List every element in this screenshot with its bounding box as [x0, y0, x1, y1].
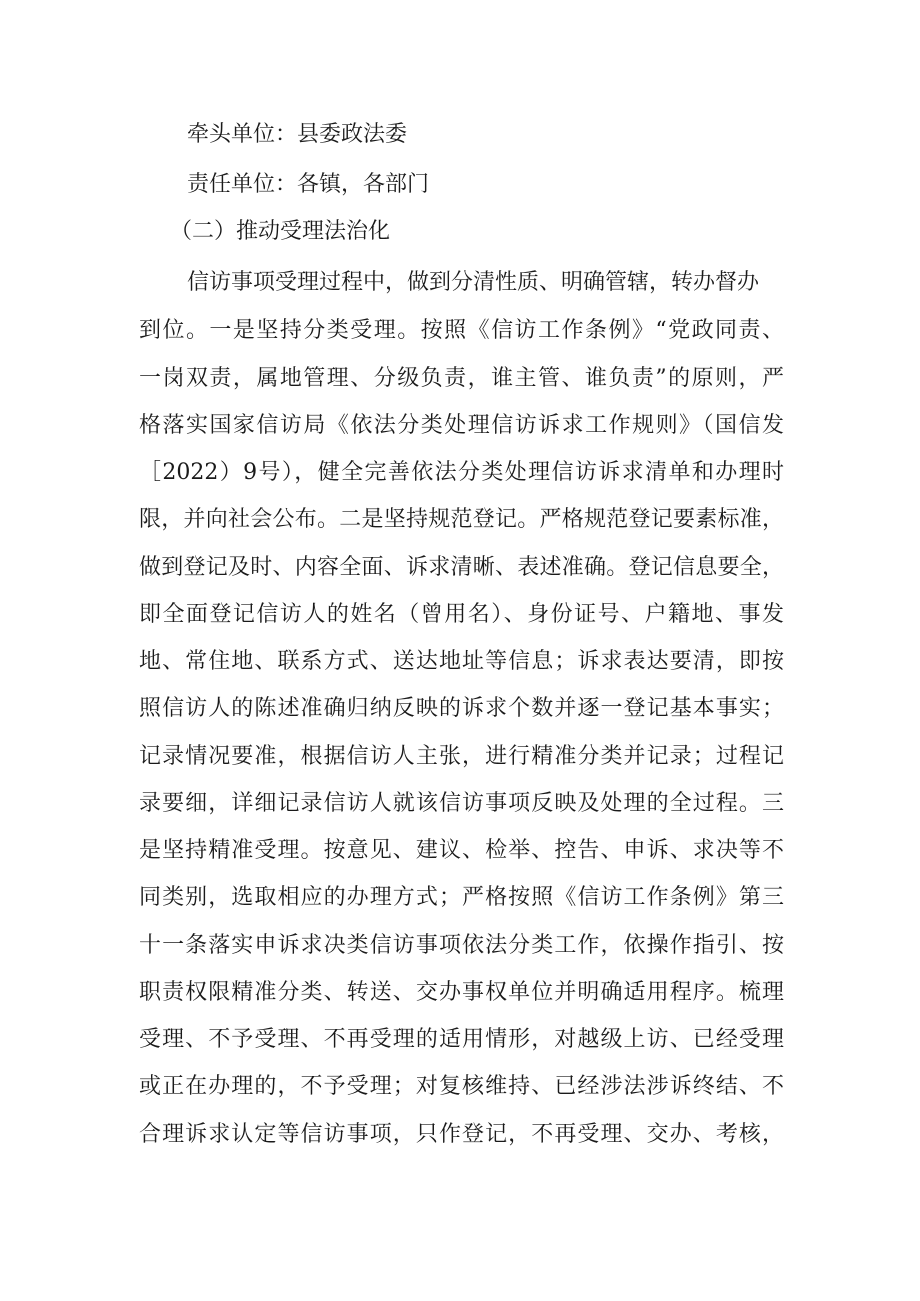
section-heading: （二）推动受理法治化	[170, 219, 391, 244]
paragraph-line: 限，并向社会公布。二是坚持规范登记。严格规范登记要素标准，	[139, 507, 784, 532]
responsible-unit-line: 责任单位：各镇，各部门	[187, 172, 430, 197]
paragraph-line: 到位。一是坚持分类受理。按照《信访工作条例》“党政同责、	[139, 318, 784, 343]
paragraph-line: ［2022）9号），健全完善依法分类处理信访诉求清单和办理时	[139, 460, 784, 485]
paragraph-line: 信访事项受理过程中，做到分清性质、明确管辖，转办督办	[187, 270, 760, 295]
paragraph-line: 地、常住地、联系方式、送达地址等信息；诉求表达要清，即按	[139, 649, 784, 674]
paragraph-line: 或正在办理的，不予受理；对复核维持、已经涉法涉诉终结、不	[139, 1074, 784, 1099]
paragraph-line: 职责权限精准分类、转送、交办事权单位并明确适用程序。梳理	[139, 980, 784, 1005]
paragraph-line: 录要细，详细记录信访人就该信访事项反映及处理的全过程。三	[139, 791, 784, 816]
paragraph-line: 记录情况要准，根据信访人主张，进行精准分类并记录；过程记	[139, 744, 784, 769]
paragraph-line: 一岗双责，属地管理、分级负责，谁主管、谁负责”的原则，严	[139, 366, 784, 391]
paragraph-line: 同类别，选取相应的办理方式；严格按照《信访工作条例》第三	[139, 885, 784, 910]
paragraph-line: 照信访人的陈述准确归纳反映的诉求个数并逐一登记基本事实；	[139, 696, 784, 721]
paragraph-line: 合理诉求认定等信访事项，只作登记，不再受理、交办、考核，	[139, 1122, 784, 1147]
paragraph-line: 受理、不予受理、不再受理的适用情形，对越级上访、已经受理	[139, 1027, 784, 1052]
paragraph-line: 是坚持精准受理。按意见、建议、检举、控告、申诉、求决等不	[139, 838, 784, 863]
paragraph-line: 十一条落实申诉求决类信访事项依法分类工作，依操作指引、按	[139, 933, 784, 958]
paragraph-line: 即全面登记信访人的姓名（曾用名）、身份证号、户籍地、事发	[139, 602, 784, 627]
paragraph-line: 做到登记及时、内容全面、诉求清晰、表述准确。登记信息要全，	[139, 555, 784, 580]
lead-unit-line: 牵头单位：县委政法委	[187, 122, 408, 147]
paragraph-line: 格落实国家信访局《依法分类处理信访诉求工作规则》（国信发	[139, 413, 784, 438]
